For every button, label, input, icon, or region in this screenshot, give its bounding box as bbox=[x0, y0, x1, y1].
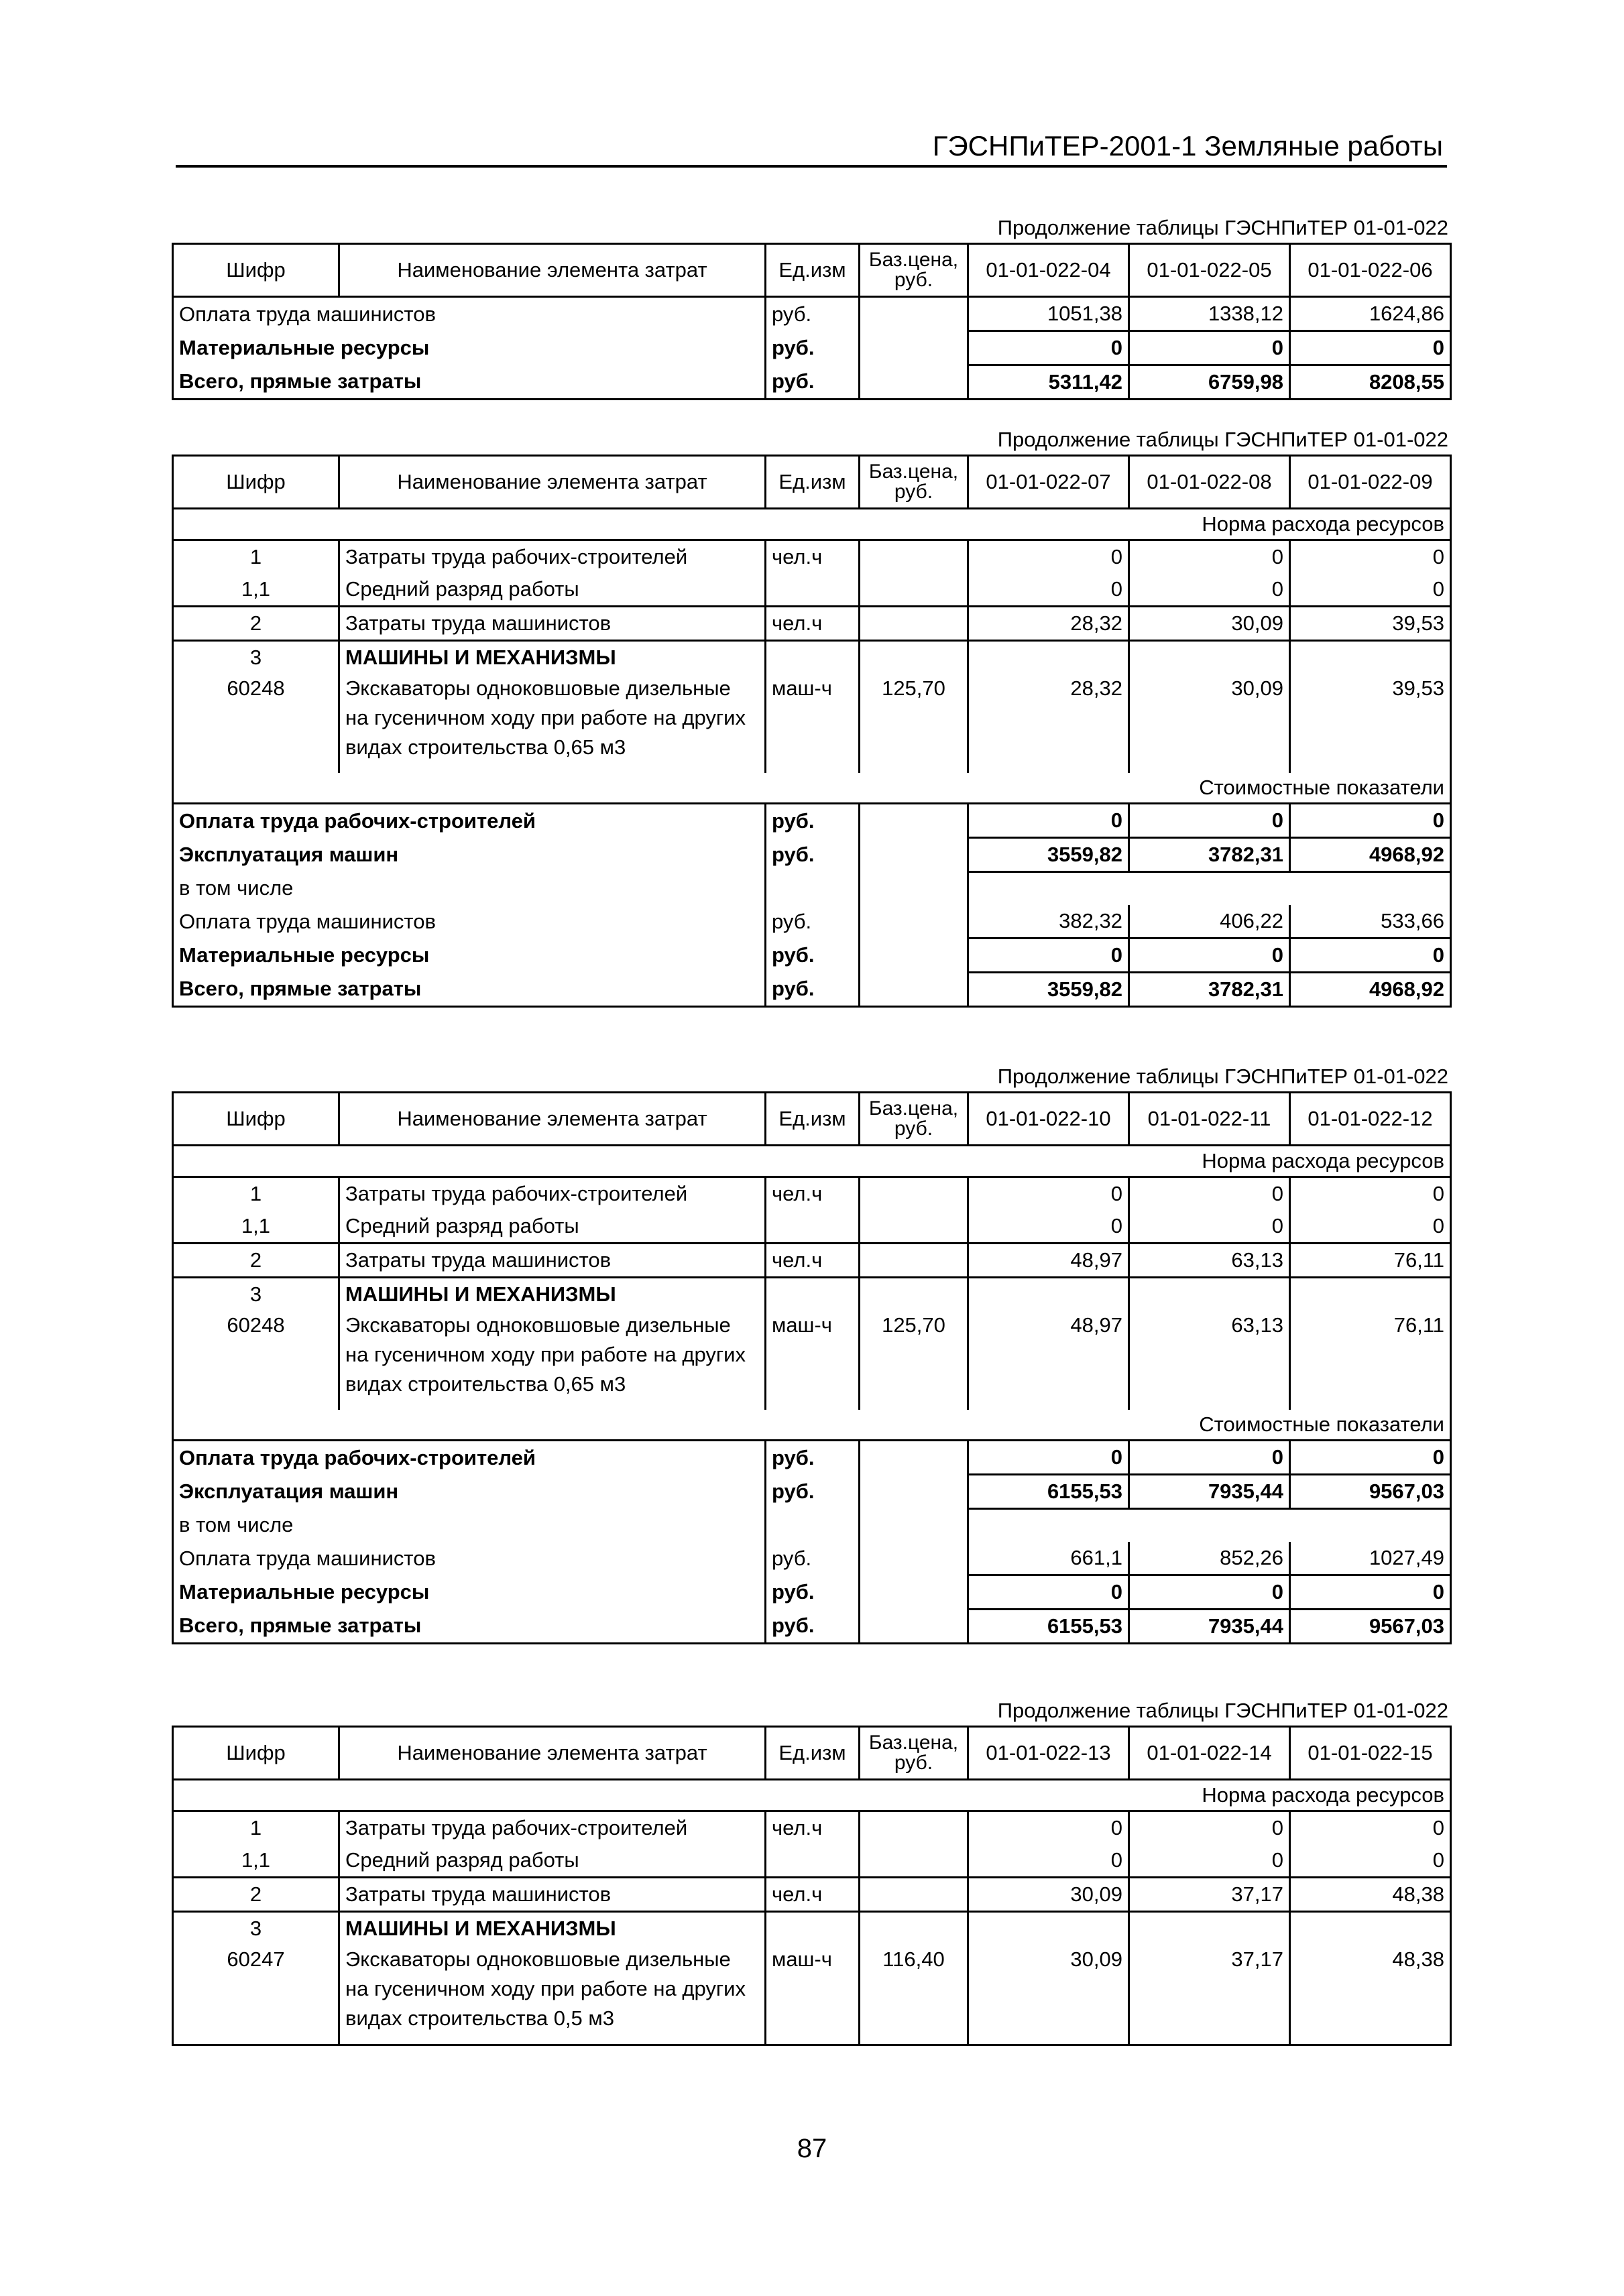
stoimost-row bbox=[173, 1410, 1451, 1441]
row-name: Средний разряд работы bbox=[339, 1844, 766, 1878]
row-value: 0 bbox=[1129, 1441, 1290, 1475]
row-name: Затраты труда машинистов bbox=[339, 1244, 766, 1278]
row-unit bbox=[766, 573, 860, 607]
row-name: Эксплуатация машин bbox=[173, 1475, 766, 1509]
row-shifr: 3 bbox=[173, 641, 339, 674]
row-value: 3559,82 bbox=[968, 973, 1129, 1007]
row-name: в том числе bbox=[173, 872, 766, 906]
row-value: 0 bbox=[968, 804, 1129, 838]
row-value: 7935,44 bbox=[1129, 1610, 1290, 1644]
col-header-unit: Ед.изм bbox=[766, 1727, 860, 1780]
col-header-code: 01-01-022-10 bbox=[968, 1093, 1129, 1146]
row-value: 0 bbox=[1290, 1210, 1451, 1244]
col-header-code: 01-01-022-15 bbox=[1290, 1727, 1451, 1780]
stoimost-row bbox=[173, 773, 1451, 804]
row-name: Всего, прямые затраты bbox=[173, 365, 766, 400]
row-unit: чел.ч bbox=[766, 1811, 860, 1845]
norma-label: Норма расхода ресурсов bbox=[173, 1780, 1451, 1811]
row-shifr: 1,1 bbox=[173, 573, 339, 607]
table-header-row bbox=[173, 244, 1451, 297]
row-name: МАШИНЫ И МЕХАНИЗМЫ bbox=[339, 1912, 766, 1945]
row-value: 0 bbox=[1129, 804, 1290, 838]
table-row bbox=[173, 607, 1451, 641]
row-price: 125,70 bbox=[860, 674, 968, 773]
col-header-name: Наименование элемента затрат bbox=[339, 244, 766, 297]
row-value: 0 bbox=[1290, 1811, 1451, 1845]
row-shifr: 3 bbox=[173, 1278, 339, 1311]
table-row bbox=[173, 641, 1451, 674]
row-name: Оплата труда машинистов bbox=[173, 1542, 766, 1575]
row-value: 0 bbox=[1129, 939, 1290, 973]
table-row bbox=[173, 365, 1451, 400]
row-value: 0 bbox=[1129, 1575, 1290, 1610]
table-section-2 bbox=[172, 425, 1450, 1008]
row-name: Эксплуатация машин bbox=[173, 838, 766, 872]
row-value: 39,53 bbox=[1290, 674, 1451, 773]
row-unit: руб. bbox=[766, 297, 860, 331]
row-value: 0 bbox=[1290, 331, 1451, 365]
row-value: 30,09 bbox=[968, 1878, 1129, 1912]
row-shifr: 60248 bbox=[173, 1311, 339, 1410]
table-row bbox=[173, 297, 1451, 331]
row-name: Экскаваторы одноковшовые дизельные на гусеничном ходу при работе на других видах строительства 0,5 м3 bbox=[339, 1945, 766, 2045]
row-unit: руб. bbox=[766, 1610, 860, 1644]
row-value: 0 bbox=[1290, 540, 1451, 574]
row-value: 0 bbox=[968, 1441, 1129, 1475]
table-row bbox=[173, 872, 1451, 906]
row-unit: руб. bbox=[766, 973, 860, 1007]
table-row bbox=[173, 540, 1451, 574]
row-unit: маш-ч bbox=[766, 1311, 860, 1410]
col-header-shifr: Шифр bbox=[173, 244, 339, 297]
row-value: 30,09 bbox=[1129, 674, 1290, 773]
stoimost-label: Стоимостные показатели bbox=[173, 1410, 1451, 1441]
col-header-base-price: Баз.цена, руб. bbox=[860, 1727, 968, 1780]
row-name: МАШИНЫ И МЕХАНИЗМЫ bbox=[339, 641, 766, 674]
cost-table-2 bbox=[172, 455, 1452, 1008]
row-unit: руб. bbox=[766, 1575, 860, 1610]
row-value: 852,26 bbox=[1129, 1542, 1290, 1575]
row-unit: руб. bbox=[766, 1441, 860, 1475]
row-value: 0 bbox=[968, 573, 1129, 607]
row-value: 0 bbox=[1290, 1575, 1451, 1610]
cost-table-1 bbox=[172, 243, 1452, 400]
row-name: Экскаваторы одноковшовые дизельные на гусеничном ходу при работе на других видах строительства 0,65 м3 bbox=[339, 674, 766, 773]
row-value: 4968,92 bbox=[1290, 838, 1451, 872]
norma-label: Норма расхода ресурсов bbox=[173, 509, 1451, 540]
page-header bbox=[176, 126, 1447, 168]
row-unit: руб. bbox=[766, 365, 860, 400]
row-name: Затраты труда рабочих-строителей bbox=[339, 1811, 766, 1845]
table-row bbox=[173, 674, 1451, 773]
row-value: 0 bbox=[1290, 1441, 1451, 1475]
table-row bbox=[173, 1542, 1451, 1575]
row-unit: чел.ч bbox=[766, 607, 860, 641]
table-row bbox=[173, 1610, 1451, 1644]
row-unit bbox=[766, 1844, 860, 1878]
table-caption: Продолжение таблицы ГЭСНПиТЕР 01-01-022 bbox=[997, 1699, 1448, 1722]
row-value: 3559,82 bbox=[968, 838, 1129, 872]
norma-row bbox=[173, 1146, 1451, 1177]
row-value: 0 bbox=[1129, 1844, 1290, 1878]
row-name: Затраты труда рабочих-строителей bbox=[339, 540, 766, 574]
table-row bbox=[173, 1912, 1451, 1945]
table-row bbox=[173, 331, 1451, 365]
table-row bbox=[173, 1475, 1451, 1509]
row-value: 382,32 bbox=[968, 905, 1129, 939]
row-name: Оплата труда рабочих-строителей bbox=[173, 804, 766, 838]
table-caption: Продолжение таблицы ГЭСНПиТЕР 01-01-022 bbox=[997, 1065, 1448, 1088]
row-value: 0 bbox=[968, 1210, 1129, 1244]
table-row bbox=[173, 1441, 1451, 1475]
row-value: 48,97 bbox=[968, 1311, 1129, 1410]
col-header-code: 01-01-022-05 bbox=[1129, 244, 1290, 297]
row-unit: руб. bbox=[766, 838, 860, 872]
row-name: МАШИНЫ И МЕХАНИЗМЫ bbox=[339, 1278, 766, 1311]
table-header-row bbox=[173, 456, 1451, 509]
row-value: 0 bbox=[1129, 573, 1290, 607]
col-header-code: 01-01-022-08 bbox=[1129, 456, 1290, 509]
row-value: 6155,53 bbox=[968, 1610, 1129, 1644]
col-header-shifr: Шифр bbox=[173, 1093, 339, 1146]
col-header-code: 01-01-022-07 bbox=[968, 456, 1129, 509]
row-shifr: 1 bbox=[173, 1177, 339, 1211]
row-unit: маш-ч bbox=[766, 1945, 860, 2045]
row-shifr: 60247 bbox=[173, 1945, 339, 2045]
row-name: Средний разряд работы bbox=[339, 1210, 766, 1244]
row-name: Всего, прямые затраты bbox=[173, 1610, 766, 1644]
row-value: 0 bbox=[1129, 1811, 1290, 1845]
col-header-unit: Ед.изм bbox=[766, 456, 860, 509]
row-value: 0 bbox=[968, 1575, 1129, 1610]
cost-table-3 bbox=[172, 1091, 1452, 1644]
table-caption: Продолжение таблицы ГЭСНПиТЕР 01-01-022 bbox=[997, 428, 1448, 451]
table-row bbox=[173, 1311, 1451, 1410]
row-unit: чел.ч bbox=[766, 1244, 860, 1278]
row-value: 0 bbox=[968, 331, 1129, 365]
row-value: 406,22 bbox=[1129, 905, 1290, 939]
row-value: 30,09 bbox=[968, 1945, 1129, 2045]
page-number: 87 bbox=[797, 2134, 827, 2163]
row-price: 116,40 bbox=[860, 1945, 968, 2045]
col-header-name: Наименование элемента затрат bbox=[339, 1093, 766, 1146]
row-value: 533,66 bbox=[1290, 905, 1451, 939]
table-row bbox=[173, 1177, 1451, 1211]
row-value: 0 bbox=[968, 939, 1129, 973]
row-value: 9567,03 bbox=[1290, 1475, 1451, 1509]
row-value: 63,13 bbox=[1129, 1244, 1290, 1278]
row-value: 3782,31 bbox=[1129, 973, 1290, 1007]
row-name: Экскаваторы одноковшовые дизельные на гусеничном ходу при работе на других видах строительства 0,65 м3 bbox=[339, 1311, 766, 1410]
row-value: 0 bbox=[1290, 1844, 1451, 1878]
col-header-shifr: Шифр bbox=[173, 456, 339, 509]
row-name: Материальные ресурсы bbox=[173, 331, 766, 365]
row-shifr: 1 bbox=[173, 1811, 339, 1845]
row-value: 0 bbox=[1129, 1177, 1290, 1211]
row-name: Затраты труда машинистов bbox=[339, 1878, 766, 1912]
table-header-row bbox=[173, 1093, 1451, 1146]
row-value: 37,17 bbox=[1129, 1945, 1290, 2045]
table-row bbox=[173, 905, 1451, 939]
table-row bbox=[173, 1878, 1451, 1912]
row-shifr: 1 bbox=[173, 540, 339, 574]
col-header-code: 01-01-022-14 bbox=[1129, 1727, 1290, 1780]
table-caption: Продолжение таблицы ГЭСНПиТЕР 01-01-022 bbox=[997, 216, 1448, 239]
page-header-title: ГЭСНПиТЕР-2001-1 Земляные работы bbox=[932, 130, 1443, 162]
row-value: 6155,53 bbox=[968, 1475, 1129, 1509]
row-value: 0 bbox=[1129, 331, 1290, 365]
row-name: Затраты труда рабочих-строителей bbox=[339, 1177, 766, 1211]
row-value: 1338,12 bbox=[1129, 297, 1290, 331]
row-value: 39,53 bbox=[1290, 607, 1451, 641]
row-value: 0 bbox=[1290, 804, 1451, 838]
row-value: 0 bbox=[1129, 1210, 1290, 1244]
row-value: 9567,03 bbox=[1290, 1610, 1451, 1644]
row-unit: маш-ч bbox=[766, 674, 860, 773]
table-row bbox=[173, 1278, 1451, 1311]
row-name: Оплата труда машинистов bbox=[173, 297, 766, 331]
table-header-row bbox=[173, 1727, 1451, 1780]
table-section-3 bbox=[172, 1062, 1450, 1644]
row-value: 0 bbox=[1290, 939, 1451, 973]
col-header-base-price: Баз.цена, руб. bbox=[860, 456, 968, 509]
cost-table-4 bbox=[172, 1726, 1452, 2046]
row-value: 28,32 bbox=[968, 607, 1129, 641]
col-header-code: 01-01-022-06 bbox=[1290, 244, 1451, 297]
table-row bbox=[173, 804, 1451, 838]
row-name: в том числе bbox=[173, 1509, 766, 1543]
row-unit: руб. bbox=[766, 1542, 860, 1575]
row-value: 63,13 bbox=[1129, 1311, 1290, 1410]
table-section-4 bbox=[172, 1696, 1450, 2046]
col-header-name: Наименование элемента затрат bbox=[339, 456, 766, 509]
table-row bbox=[173, 939, 1451, 973]
row-name: Материальные ресурсы bbox=[173, 939, 766, 973]
row-value: 4968,92 bbox=[1290, 973, 1451, 1007]
row-value: 48,97 bbox=[968, 1244, 1129, 1278]
table-row bbox=[173, 1811, 1451, 1845]
row-value: 37,17 bbox=[1129, 1878, 1290, 1912]
row-unit: руб. bbox=[766, 331, 860, 365]
row-unit: чел.ч bbox=[766, 1177, 860, 1211]
row-value: 0 bbox=[1290, 573, 1451, 607]
row-shifr: 1,1 bbox=[173, 1210, 339, 1244]
col-header-code: 01-01-022-04 bbox=[968, 244, 1129, 297]
table-row bbox=[173, 838, 1451, 872]
norma-label: Норма расхода ресурсов bbox=[173, 1146, 1451, 1177]
row-value: 48,38 bbox=[1290, 1945, 1451, 2045]
row-unit: руб. bbox=[766, 1475, 860, 1509]
table-row bbox=[173, 1210, 1451, 1244]
col-header-code: 01-01-022-11 bbox=[1129, 1093, 1290, 1146]
table-row bbox=[173, 1244, 1451, 1278]
col-header-code: 01-01-022-13 bbox=[968, 1727, 1129, 1780]
row-unit: руб. bbox=[766, 939, 860, 973]
row-shifr: 1,1 bbox=[173, 1844, 339, 1878]
row-value: 0 bbox=[968, 1844, 1129, 1878]
row-value: 5311,42 bbox=[968, 365, 1129, 400]
row-shifr: 2 bbox=[173, 1244, 339, 1278]
row-value: 1027,49 bbox=[1290, 1542, 1451, 1575]
row-name: Оплата труда машинистов bbox=[173, 905, 766, 939]
row-name: Затраты труда машинистов bbox=[339, 607, 766, 641]
norma-row bbox=[173, 509, 1451, 540]
row-name: Средний разряд работы bbox=[339, 573, 766, 607]
row-value: 76,11 bbox=[1290, 1311, 1451, 1410]
row-name: Материальные ресурсы bbox=[173, 1575, 766, 1610]
col-header-code: 01-01-022-09 bbox=[1290, 456, 1451, 509]
row-value: 0 bbox=[968, 540, 1129, 574]
row-shifr: 60248 bbox=[173, 674, 339, 773]
col-header-base-price: Баз.цена, руб. bbox=[860, 244, 968, 297]
col-header-shifr: Шифр bbox=[173, 1727, 339, 1780]
col-header-code: 01-01-022-12 bbox=[1290, 1093, 1451, 1146]
table-row bbox=[173, 1945, 1451, 2045]
row-value: 30,09 bbox=[1129, 607, 1290, 641]
row-value: 0 bbox=[1290, 1177, 1451, 1211]
table-row bbox=[173, 573, 1451, 607]
row-shifr: 2 bbox=[173, 607, 339, 641]
row-value: 0 bbox=[1129, 540, 1290, 574]
row-value: 1051,38 bbox=[968, 297, 1129, 331]
row-unit: руб. bbox=[766, 905, 860, 939]
stoimost-label: Стоимостные показатели bbox=[173, 773, 1451, 804]
norma-row bbox=[173, 1780, 1451, 1811]
table-row bbox=[173, 1844, 1451, 1878]
row-value: 661,1 bbox=[968, 1542, 1129, 1575]
row-unit: чел.ч bbox=[766, 540, 860, 574]
col-header-name: Наименование элемента затрат bbox=[339, 1727, 766, 1780]
row-value: 7935,44 bbox=[1129, 1475, 1290, 1509]
row-value: 3782,31 bbox=[1129, 838, 1290, 872]
table-section-1 bbox=[172, 213, 1450, 400]
col-header-unit: Ед.изм bbox=[766, 1093, 860, 1146]
row-unit: чел.ч bbox=[766, 1878, 860, 1912]
row-value: 48,38 bbox=[1290, 1878, 1451, 1912]
table-row bbox=[173, 1575, 1451, 1610]
row-value: 6759,98 bbox=[1129, 365, 1290, 400]
col-header-unit: Ед.изм bbox=[766, 244, 860, 297]
row-value: 28,32 bbox=[968, 674, 1129, 773]
table-row bbox=[173, 973, 1451, 1007]
row-value: 0 bbox=[968, 1177, 1129, 1211]
row-value: 0 bbox=[968, 1811, 1129, 1845]
row-value: 8208,55 bbox=[1290, 365, 1451, 400]
row-shifr: 3 bbox=[173, 1912, 339, 1945]
row-price: 125,70 bbox=[860, 1311, 968, 1410]
row-unit bbox=[766, 1210, 860, 1244]
row-name: Всего, прямые затраты bbox=[173, 973, 766, 1007]
row-unit: руб. bbox=[766, 804, 860, 838]
table-row bbox=[173, 1509, 1451, 1543]
row-value: 1624,86 bbox=[1290, 297, 1451, 331]
row-name: Оплата труда рабочих-строителей bbox=[173, 1441, 766, 1475]
row-shifr: 2 bbox=[173, 1878, 339, 1912]
row-value: 76,11 bbox=[1290, 1244, 1451, 1278]
col-header-base-price: Баз.цена, руб. bbox=[860, 1093, 968, 1146]
